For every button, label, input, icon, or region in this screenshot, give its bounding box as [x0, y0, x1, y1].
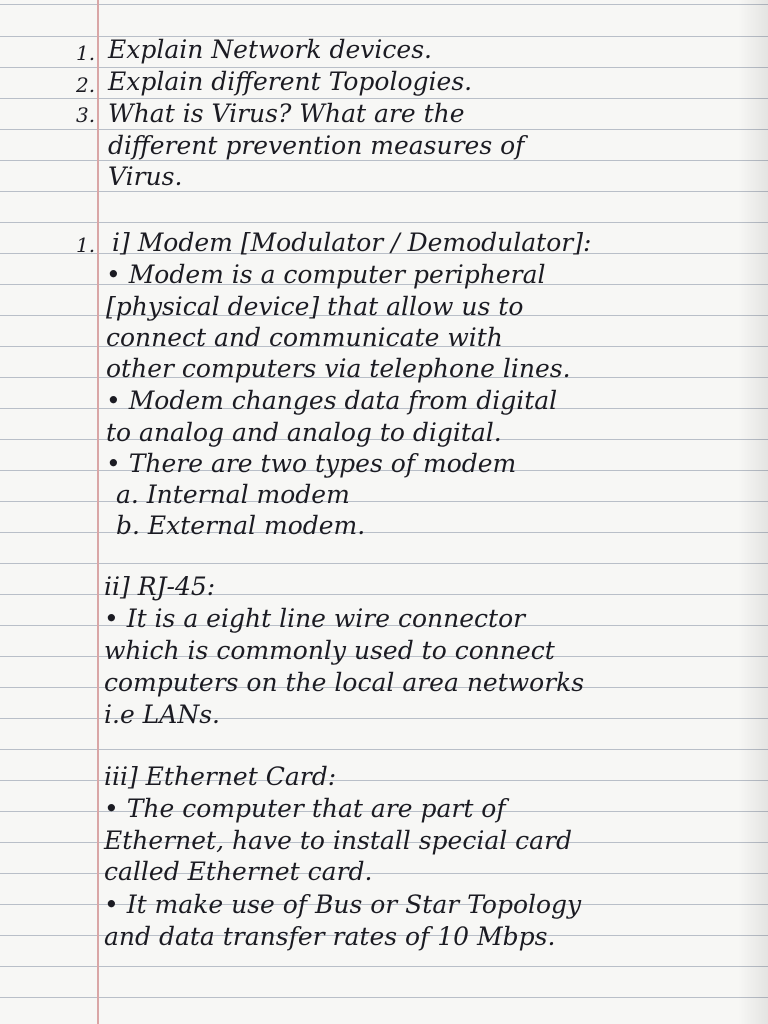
question-number: 3. — [76, 103, 96, 127]
question-line: Virus. — [108, 162, 183, 191]
section-line: other computers via telephone lines. — [106, 354, 571, 383]
section-line: • Modem changes data from digital — [106, 386, 558, 415]
section-heading-modem: i] Modem [Modulator / Demodulator]: — [112, 228, 592, 257]
section-line: and data transfer rates of 10 Mbps. — [104, 922, 556, 951]
section-line: i.e LANs. — [104, 700, 220, 729]
page-edge-shadow — [738, 0, 768, 1024]
section-line: computers on the local area networks — [104, 668, 585, 697]
section-line: • The computer that are part of — [104, 794, 506, 823]
section-heading-ethernet-card: iii] Ethernet Card: — [104, 762, 337, 791]
section-line: • There are two types of modem — [106, 449, 517, 478]
answer-number: 1. — [76, 233, 96, 257]
section-line: to analog and analog to digital. — [106, 418, 502, 447]
question-line: different prevention measures of — [108, 131, 525, 160]
question-number: 1. — [76, 41, 96, 65]
section-line: connect and communicate with — [106, 323, 503, 352]
section-line: • It is a eight line wire connector — [104, 604, 526, 633]
question-line: What is Virus? What are the — [108, 99, 465, 128]
section-heading-rj45: ii] RJ-45: — [104, 572, 216, 601]
section-line: which is commonly used to connect — [104, 636, 555, 665]
section-line: a. Internal modem — [116, 480, 350, 509]
section-line: • It make use of Bus or Star Topology — [104, 890, 582, 919]
section-line: Ethernet, have to install special card — [104, 826, 573, 855]
question-number: 2. — [76, 73, 96, 97]
section-line: b. External modem. — [116, 511, 366, 540]
section-line: • Modem is a computer peripheral — [106, 260, 546, 289]
question-line: Explain Network devices. — [108, 35, 432, 64]
margin-line — [97, 0, 99, 1024]
section-line: [physical device] that allow us to — [106, 292, 524, 321]
section-line: called Ethernet card. — [104, 857, 373, 886]
question-line: Explain different Topologies. — [108, 67, 473, 96]
